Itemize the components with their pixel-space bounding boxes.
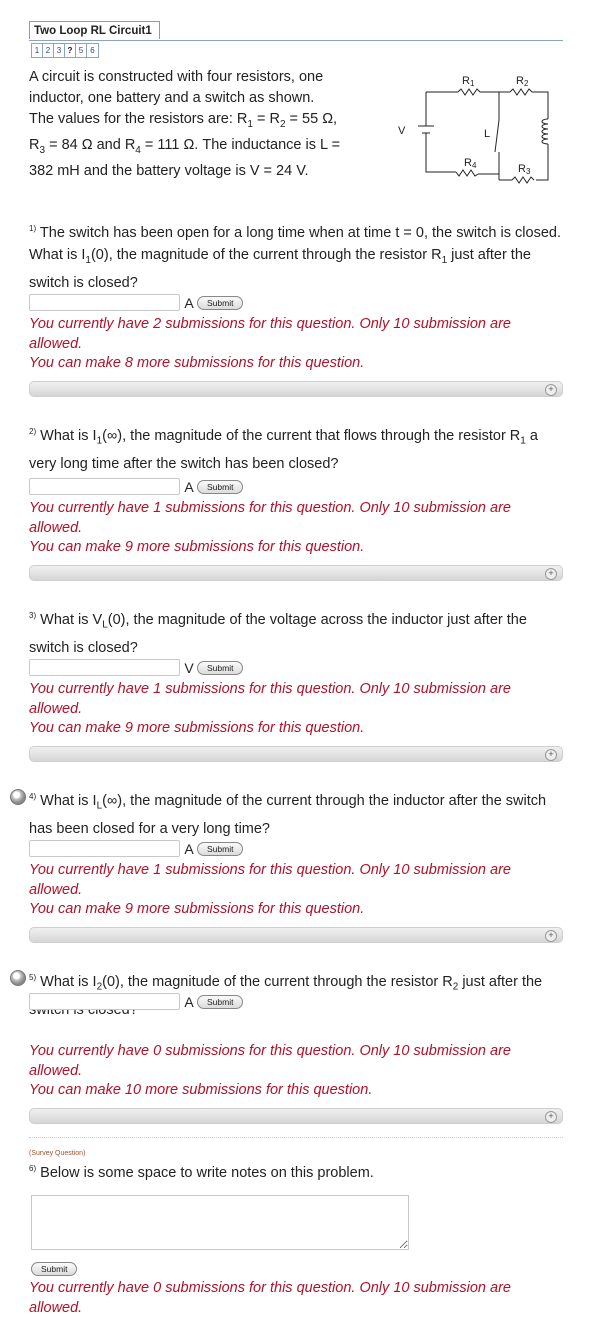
answer-input-5[interactable] — [29, 993, 180, 1010]
expand-icon[interactable]: + — [545, 749, 557, 761]
resistor-r1-symbol — [458, 89, 480, 95]
question-1: $^{1)}$ The switch has been open for a long time when at time t = 0, the switch is closed. What is $I_1(0)$, the magnitude of the current through the resistor $R_1$ just after the switch is closed? — [29, 224, 561, 291]
expand-icon[interactable]: + — [545, 1111, 557, 1123]
submit-button-5[interactable]: Submit — [197, 995, 243, 1009]
expand-icon[interactable]: + — [545, 568, 557, 580]
expand-icon[interactable]: + — [545, 384, 557, 396]
label-battery: V — [398, 125, 406, 137]
hint-bar-1[interactable] — [29, 381, 563, 397]
submission-message-3: You currently have 1 submissions for this question. Only 10 submission are allowed. You can make 9 more submissions for this question. — [29, 681, 511, 736]
label-r1: R1 — [462, 75, 475, 88]
submit-button-1[interactable]: Submit — [197, 296, 243, 310]
question-2: $^{2)}$ What is $I_1(\infty)$, the magnitude of the current that flows through the resistor $R_1$ a very long time after the switch has been closed? — [29, 427, 538, 472]
unit-label-3: V — [184, 659, 194, 676]
hint-bar-5[interactable] — [29, 1108, 563, 1124]
label-r3: R3 — [518, 163, 531, 176]
answer-input-4[interactable] — [29, 840, 180, 857]
submission-message-4: You currently have 1 submissions for this question. Only 10 submission are allowed. You can make 9 more submissions for this question. — [29, 862, 511, 917]
question-4: $^{4)}$ What is $I_L(\infty)$, the magnitude of the current through the inductor after the switch has been closed for a very long time? — [29, 792, 547, 837]
survey-question: $^{6)}$ Below is some space to write notes on this problem. — [29, 1164, 374, 1181]
unit-label-2: A — [184, 478, 194, 495]
submission-message-5: You currently have 0 submissions for this question. Only 10 submission are allowed. You can make 10 more submissions for this question. — [29, 1043, 511, 1098]
submission-message-1: You currently have 2 submissions for this question. Only 10 submission are allowed. You can make 8 more submissions for this question. — [29, 316, 511, 371]
survey-label: (Survey Question) — [29, 1150, 86, 1157]
nav-part-3[interactable]: 3 — [54, 44, 65, 57]
problem-title: Two Loop RL Circuit1 — [29, 21, 160, 39]
answer-input-1[interactable] — [29, 294, 180, 311]
hint-bar-3[interactable] — [29, 746, 563, 762]
switch-symbol — [495, 120, 499, 152]
circuit-diagram — [392, 72, 562, 190]
inductor-symbol — [542, 119, 548, 144]
label-r4: R4 — [464, 157, 477, 170]
answer-row-3 — [29, 659, 243, 676]
nav-part-6[interactable]: 6 — [90, 46, 95, 55]
submit-button-4[interactable]: Submit — [197, 842, 243, 856]
submit-button-3[interactable]: Submit — [197, 661, 243, 675]
hint-bulb-icon[interactable] — [10, 970, 26, 986]
submit-button-6[interactable]: Submit — [31, 1262, 77, 1276]
resistor-r3-symbol — [512, 177, 534, 183]
label-inductor: L — [484, 128, 491, 140]
submission-message-6: You currently have 0 submissions for this question. Only 10 submission are allowed. — [29, 1280, 511, 1316]
section-divider — [29, 1137, 563, 1138]
answer-row-4 — [29, 840, 243, 857]
unit-label-4: A — [184, 840, 194, 857]
answer-input-3[interactable] — [29, 659, 180, 676]
submit-button-2[interactable]: Submit — [197, 480, 243, 494]
resistor-r4-symbol — [456, 170, 478, 176]
answer-row-1 — [29, 294, 243, 311]
answer-row-2 — [29, 478, 243, 495]
nav-part-current[interactable]: ? — [65, 44, 76, 57]
part-nav — [31, 43, 99, 58]
nav-part-1[interactable]: 1 — [32, 44, 43, 57]
notes-textarea[interactable] — [31, 1195, 409, 1250]
resistor-r2-symbol — [510, 89, 532, 95]
title-rule — [29, 40, 563, 41]
expand-icon[interactable]: + — [545, 930, 557, 942]
answer-input-2[interactable] — [29, 478, 180, 495]
hint-bar-4[interactable] — [29, 927, 563, 943]
submission-message-2: You currently have 1 submissions for this question. Only 10 submission are allowed. You can make 9 more submissions for this question. — [29, 500, 511, 555]
unit-label-5: A — [184, 993, 194, 1010]
question-5: $^{5)}$ What is $I_2(0)$, the magnitude of the current through the resistor $R_2$ just after the — [29, 973, 543, 993]
problem-intro: A circuit is constructed with four resistors, one inductor, one battery and a switch as shown. The values for the resistors are: $R_1 = R_2 = 55$ Ω, $R_3 = 84$ Ω and $R_4 = 111$ Ω. The inductance is L = 382 mH and the battery voltage is V = 24 V. — [29, 69, 341, 179]
answer-row-5 — [29, 993, 243, 1010]
unit-label-1: A — [184, 294, 194, 311]
nav-part-5[interactable]: 5 — [76, 44, 87, 57]
nav-part-2[interactable]: 2 — [43, 44, 54, 57]
question-3: $^{3)}$ What is $V_L(0)$, the magnitude of the voltage across the inductor just after the switch is closed? — [29, 611, 527, 656]
label-r2: R2 — [516, 75, 529, 88]
hint-bar-2[interactable] — [29, 565, 563, 581]
hint-bulb-icon[interactable] — [10, 789, 26, 805]
